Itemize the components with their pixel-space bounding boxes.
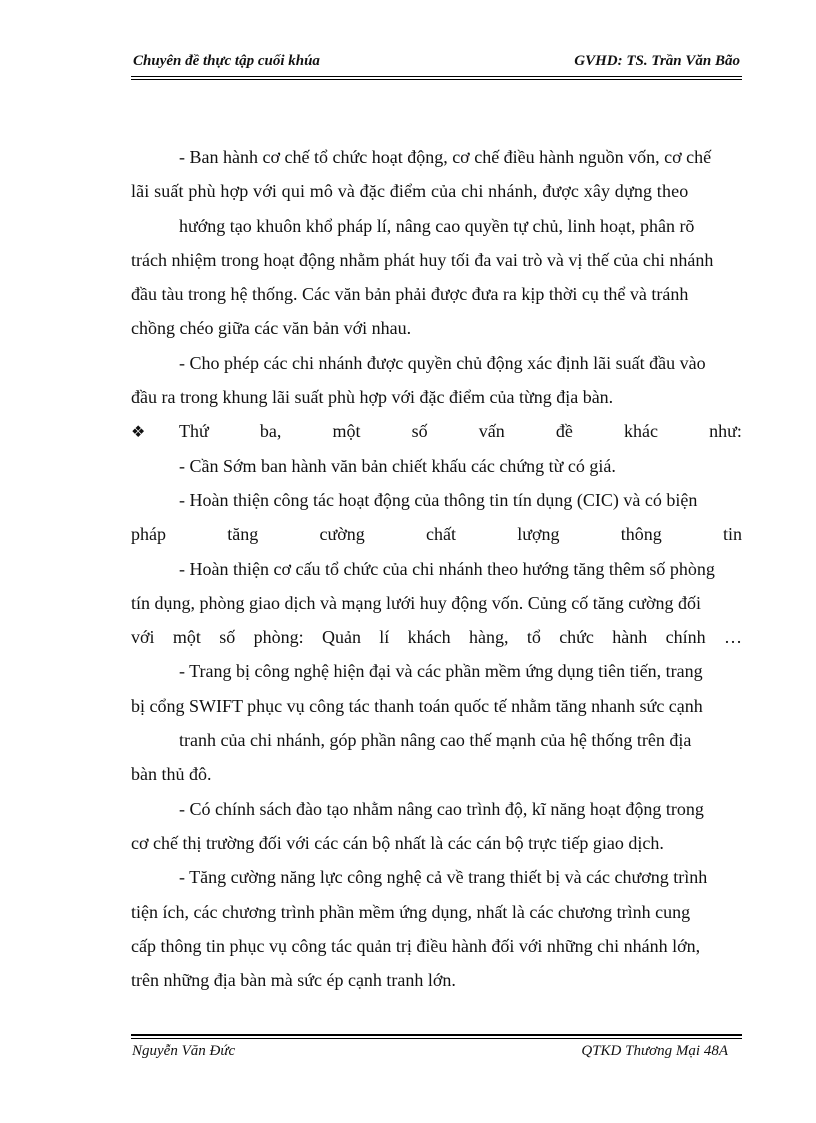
- text-line: tranh của chi nhánh, góp phần nâng cao thế mạnh của hệ thống trên địa: [179, 730, 692, 751]
- footer-author: Nguyễn Văn Đức: [132, 1043, 236, 1059]
- word: với: [131, 627, 155, 648]
- word: tổ: [526, 627, 541, 648]
- word: một: [172, 627, 201, 648]
- text-line: cấp thông tin phục vụ công tác quản trị điều hành đối với những chi nhánh lớn,: [131, 935, 701, 956]
- text-line: hướng tạo khuôn khổ pháp lí, nâng cao quyền tự chủ, linh hoạt, phân rõ: [179, 215, 695, 236]
- text-line: - Hoàn thiện công tác hoạt động của thông tin tín dụng (CIC) và có biện: [179, 489, 698, 510]
- word: phòng:: [253, 627, 304, 648]
- text-line: đầu tàu trong hệ thống. Các văn bản phải được đưa ra kịp thời cụ thể và tránh: [131, 284, 689, 305]
- header-supervisor: GVHD: TS. Trần Văn Bão: [574, 53, 740, 69]
- diamond-bullet-icon: ❖: [131, 422, 146, 442]
- text-line: - Hoàn thiện cơ cấu tổ chức của chi nhánh theo hướng tăng thêm số phòng: [179, 558, 715, 579]
- text-line: cơ chế thị trường đối với các cán bộ nhất là các cán bộ trực tiếp giao dịch.: [131, 832, 664, 853]
- footer-class: QTKD Thương Mại 48A: [581, 1043, 728, 1059]
- text-line: chồng chéo giữa các văn bản với nhau.: [131, 318, 412, 339]
- word: Quản: [321, 627, 361, 648]
- text-line: trách nhiệm trong hoạt động nhằm phát huy tối đa vai trò và vị thế của chi nhánh: [131, 249, 714, 270]
- word: chính: [665, 627, 706, 648]
- justified-line: [131, 620, 742, 654]
- text-line: tín dụng, phòng giao dịch và mạng lưới huy động vốn. Củng cố tăng cường đối: [131, 592, 701, 613]
- word: thông: [620, 524, 662, 545]
- word: đề: [555, 421, 573, 442]
- word: một: [332, 421, 361, 442]
- text-line: đầu ra trong khung lãi suất phù hợp với đặc điểm của từng địa bàn.: [131, 387, 614, 408]
- word: hành: [612, 627, 648, 648]
- word: ba,: [259, 421, 282, 442]
- word: khác: [624, 421, 659, 442]
- justified-line: [131, 517, 742, 551]
- word: …: [723, 627, 742, 648]
- word: lí: [379, 627, 390, 648]
- text-line: - Tăng cường năng lực công nghệ cả về trang thiết bị và các chương trình: [179, 867, 708, 888]
- page-footer: [131, 1043, 742, 1065]
- text-line: - Cần Sớm ban hành văn bản chiết khấu các chứng từ có giá.: [179, 455, 616, 476]
- word: khách: [407, 627, 451, 648]
- text-line: trên những địa bàn mà sức ép cạnh tranh lớn.: [131, 970, 456, 991]
- text-line: - Ban hành cơ chế tổ chức hoạt động, cơ chế điều hành nguồn vốn, cơ chế: [179, 147, 712, 167]
- footer-rule: [131, 1034, 742, 1039]
- word: số: [411, 421, 428, 442]
- word: Thứ: [179, 421, 209, 442]
- text-line: lãi suất phù hợp với qui mô và đặc điểm của chi nhánh, được xây dựng theo: [131, 181, 689, 202]
- word: như:: [709, 421, 742, 442]
- word: vấn: [478, 421, 505, 442]
- text-line: bị cổng SWIFT phục vụ công tác thanh toán quốc tế nhằm tăng nhanh sức cạnh: [131, 695, 703, 716]
- word: chức: [559, 627, 594, 648]
- text-line: bàn thủ đô.: [131, 764, 212, 785]
- word: tăng: [227, 524, 259, 545]
- word: số: [219, 627, 236, 648]
- word: pháp: [131, 524, 166, 545]
- header-rule: [131, 76, 742, 80]
- text-line: tiện ích, các chương trình phần mềm ứng dụng, nhất là các chương trình cung: [131, 901, 691, 922]
- word: hàng,: [468, 627, 509, 648]
- header-title: Chuyên đề thực tập cuối khúa: [133, 53, 320, 69]
- document-body: [131, 140, 742, 997]
- bullet-words: [179, 414, 742, 448]
- word: chất: [425, 524, 456, 545]
- word: lượng: [517, 524, 560, 545]
- page-header: [131, 52, 742, 74]
- text-line: - Có chính sách đào tạo nhằm nâng cao trình độ, kĩ năng hoạt động trong: [179, 798, 704, 819]
- bullet-line: [131, 414, 742, 448]
- text-line: - Trang bị công nghệ hiện đại và các phần mềm ứng dụng tiên tiến, trang: [179, 661, 703, 682]
- text-line: - Cho phép các chi nhánh được quyền chủ động xác định lãi suất đầu vào: [179, 352, 706, 373]
- word: cường: [319, 524, 365, 545]
- word: tin: [722, 524, 742, 545]
